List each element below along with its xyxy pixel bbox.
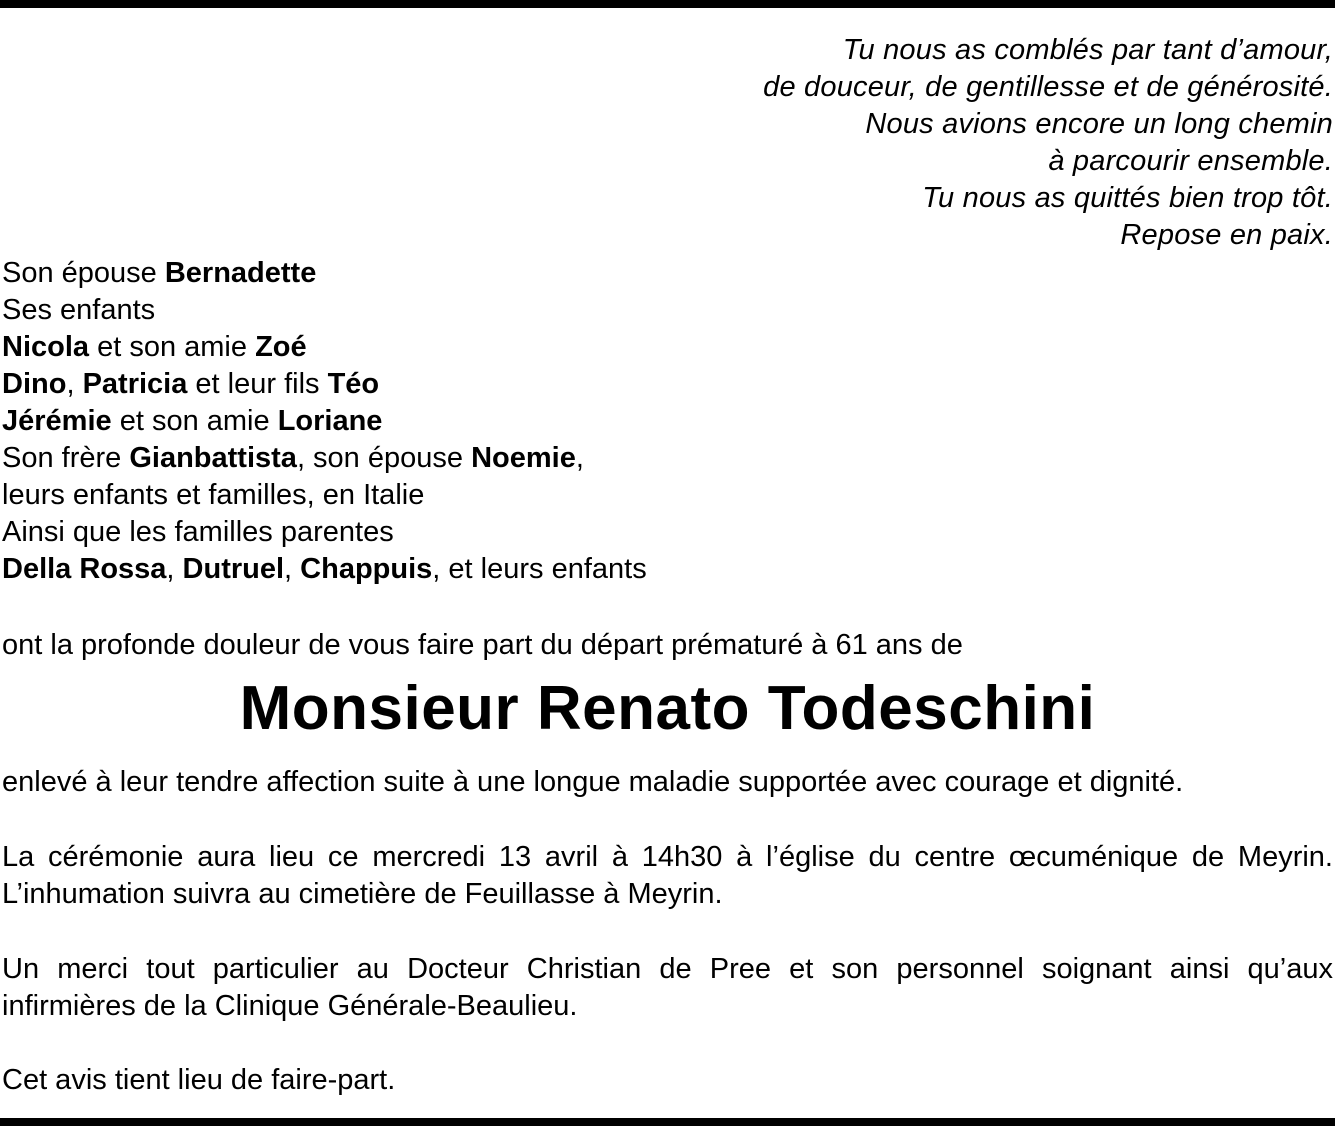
family-text: , son épouse [296, 442, 472, 474]
family-name: Della Rossa [2, 553, 167, 585]
family-name: Gianbattista [129, 442, 297, 474]
family-text: Son épouse [2, 257, 165, 289]
family-line-child [2, 403, 902, 440]
poem-line: Nous avions encore un long chemin [865, 108, 1333, 140]
bottom-border-rule [0, 1118, 1335, 1126]
poem-line: Tu nous as quittés bien trop tôt. [922, 182, 1333, 214]
affection-text: enlevé à leur tendre affection suite à une longue maladie supportée avec courage et dignité. [2, 766, 1184, 798]
ceremony-paragraph: La cérémonie aura lieu ce mercredi 13 avril à 14h30 à l’église du centre œcuménique de Meyrin. L’inhumation suivra au cimetière de Feuillasse à Meyrin. [2, 841, 1333, 910]
family-text: Son frère [2, 442, 130, 474]
family-name: Dino [2, 368, 67, 400]
family-line-child [2, 366, 902, 403]
family-name: Bernadette [164, 257, 317, 289]
family-name: Chappuis [300, 553, 433, 585]
family-name: Noemie [471, 442, 576, 474]
poem-line: Tu nous as comblés par tant d’amour, [842, 34, 1333, 66]
family-text: et son amie [111, 405, 278, 437]
family-name: Téo [327, 368, 380, 400]
family-text: , [166, 553, 183, 585]
family-text: Ainsi que les familles parentes [2, 516, 394, 548]
family-line-relative-names [2, 551, 902, 588]
thanks-paragraph: Un merci tout particulier au Docteur Christian de Pree et son personnel soignant ainsi qu’aux infirmières de la Clinique Générale-Beaulieu. [2, 953, 1333, 1022]
family-text: , [575, 442, 584, 474]
poem-block [573, 32, 1333, 254]
poem-line: Repose en paix. [1120, 219, 1333, 251]
family-name: Patricia [82, 368, 188, 400]
family-text: , [284, 553, 301, 585]
announcement-text: ont la profonde douleur de vous faire part du départ prématuré à 61 ans de [2, 629, 963, 661]
family-name: Loriane [277, 405, 383, 437]
closing-text: Cet avis tient lieu de faire-part. [2, 1064, 396, 1096]
family-text: leurs enfants et familles, en Italie [2, 479, 425, 511]
family-line-spouse [2, 255, 902, 292]
family-text: , [66, 368, 83, 400]
family-line-child [2, 329, 902, 366]
top-border-rule [0, 0, 1335, 8]
deceased-name-heading: Monsieur Renato Todeschini [239, 674, 1096, 743]
family-line-children-heading [2, 292, 902, 329]
family-text: Ses enfants [2, 294, 156, 326]
family-name: Jérémie [2, 405, 112, 437]
family-line-italy [2, 477, 902, 514]
family-line-brother [2, 440, 902, 477]
family-name: Dutruel [182, 553, 285, 585]
family-text: et leur fils [187, 368, 328, 400]
family-name: Nicola [2, 331, 90, 363]
poem-line: de douceur, de gentillesse et de générosité. [763, 71, 1333, 103]
family-name: Zoé [255, 331, 307, 363]
family-text: , et leurs enfants [432, 553, 647, 585]
family-list [2, 255, 902, 588]
poem-line: à parcourir ensemble. [1048, 145, 1333, 177]
family-text: et son amie [89, 331, 256, 363]
family-line-relatives [2, 514, 902, 551]
